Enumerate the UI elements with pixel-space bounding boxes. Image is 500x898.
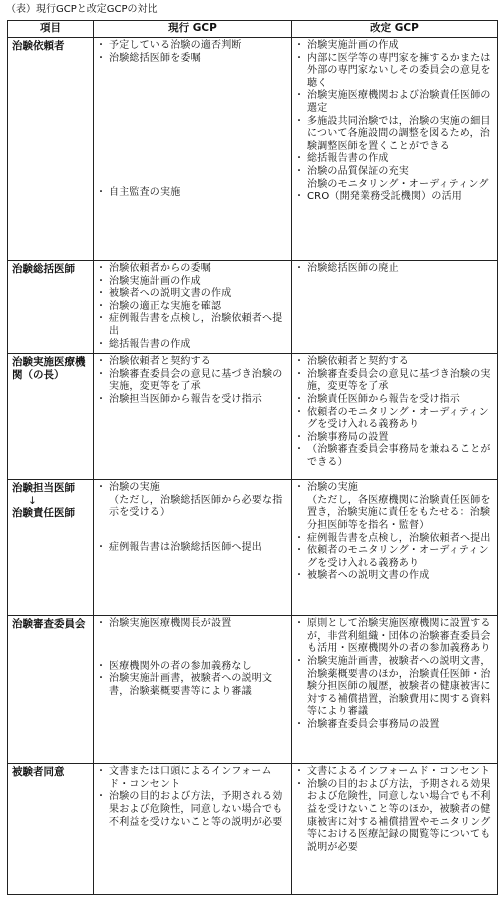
list-item: ・ 症例報告書を点検し，治験依頼者へ提出: [98, 313, 288, 338]
row-item-label: 被験者同意: [8, 764, 94, 895]
header-current-gcp: 現行 GCP: [94, 21, 292, 38]
bullet-list: [98, 661, 288, 699]
list-item: ・ 自主監査の実施: [98, 187, 288, 200]
row-item-label: 治験実施医療機関（の長）: [8, 354, 94, 480]
list-item: ・ 治験実施計画書，被験者への説明文書，治験薬概要書等により審議: [98, 673, 288, 698]
list-item: ・ 多施設共同治験では，治験の実施の細目について各施設間の調整を図るため，治験調整医師を置くことができる: [296, 116, 494, 154]
current-cell: [94, 764, 292, 895]
item-label-before: 治験担当医師: [12, 482, 75, 495]
revised-cell: [292, 480, 498, 616]
header-row: [8, 21, 498, 38]
list-item: ・ 依頼者のモニタリング・オーディティングを受け入れる義務あり: [296, 407, 494, 432]
list-item: ・ 治験実施計画の作成: [296, 40, 494, 53]
table-row: [8, 38, 498, 261]
revised-cell: [292, 261, 498, 354]
bullet-list: [296, 618, 494, 731]
bullet-list: [98, 766, 288, 829]
list-item: ・ 治験担当医師から報告を受け指示: [98, 394, 288, 407]
bullet-list: [296, 482, 494, 583]
list-item: ・ 治験の実施 （ただし，治験総括医師から必要な指示を受ける）: [98, 482, 288, 520]
list-item: ・ 治験審査委員会事務局の設置: [296, 719, 494, 732]
list-item: ・ 原則として治験実施医療機関に設置するが，非営利組織・団体の治験審査委員会も活用・医療機関外の者の参加義務あり: [296, 618, 494, 656]
list-item: ・ 治験依頼者からの委嘱: [98, 263, 288, 276]
list-item: ・ 治験総括医師を委嘱: [98, 53, 288, 66]
bullet-list: [98, 263, 288, 351]
list-item: ・ 予定している治験の適否判断: [98, 40, 288, 53]
bullet-list: [98, 356, 288, 406]
list-item: ・ 総括報告書の作成: [296, 153, 494, 166]
list-item: ・ 治験審査委員会の意見に基づき治験の実施，変更等を了承: [296, 369, 494, 394]
list-item: ・ 症例報告書は治験総括医師へ提出: [98, 542, 288, 555]
row-item-label: 治験依頼者: [8, 38, 94, 261]
list-item: ・ 総括報告書の作成: [98, 339, 288, 352]
list-item: ・ 依頼者のモニタリング・オーディティングを受け入れる義務あり: [296, 545, 494, 570]
item-label-after: 治験責任医師: [12, 506, 75, 519]
list-item: ・ 被験者への説明文書の作成: [296, 570, 494, 583]
list-item: ・ 治験責任医師から報告を受け指示: [296, 394, 494, 407]
bullet-list: [98, 40, 288, 65]
table-row: [8, 764, 498, 895]
current-cell: [94, 354, 292, 480]
revised-cell: [292, 616, 498, 764]
list-item: ・ 治験事務局の設置: [296, 432, 494, 445]
gcp-comparison-table: [7, 20, 498, 895]
bullet-list: [296, 766, 494, 854]
revised-cell: [292, 354, 498, 480]
table-row: [8, 480, 498, 616]
table-row: [8, 354, 498, 480]
current-cell: [94, 261, 292, 354]
row-item-label: 治験審査委員会: [8, 616, 94, 764]
bullet-list: [98, 618, 288, 631]
bullet-list: [296, 40, 494, 204]
list-item: ・ 治験実施計画書，被験者への説明文書，治験薬概要書のほか，治験責任医師・治験分担医師の履歴，被験者の健康被害に対する補償措置，治験費用に関する資料等により審議: [296, 656, 494, 719]
current-cell: [94, 480, 292, 616]
list-item: ・ 治験の品質保証の充実 治験のモニタリング・オーディティング: [296, 166, 494, 191]
bullet-list: [98, 187, 288, 200]
list-item: ・ 医療機関外の者の参加義務なし: [98, 661, 288, 674]
table-row: [8, 616, 498, 764]
list-item: ・ CRO（開発業務受託機関）の活用: [296, 191, 494, 204]
row-item-label: 治験総括医師: [8, 261, 94, 354]
list-item: ・ 文書または口頭によるインフォームド・コンセント: [98, 766, 288, 791]
bullet-list: [98, 482, 288, 520]
list-item: ・ 治験依頼者と契約する: [98, 356, 288, 369]
revised-cell: [292, 764, 498, 895]
list-item: ・ 症例報告書を点検し，治験依頼者へ提出: [296, 533, 494, 546]
list-item: ・ 内部に医学等の専門家を擁するかまたは外部の専門家ないしその委員会の意見を聴く: [296, 53, 494, 91]
list-item: ・ 治験の実施 （ただし，各医療機関に治験責任医師を置き，治験実施に責任をもたせる：治験分担医師等を指名・監督）: [296, 482, 494, 532]
list-item: ・ 治験の目的および方法，予期される効果および危険性，同意しない場合でも不利益を受けないこと等の説明が必要: [98, 791, 288, 829]
list-item: ・ 治験依頼者と契約する: [296, 356, 494, 369]
table-row: [8, 261, 498, 354]
header-revised-gcp: 改定 GCP: [292, 21, 498, 38]
list-item: ・ 治験の適正な実施を確認: [98, 301, 288, 314]
list-item: ・ 治験実施計画の作成: [98, 276, 288, 289]
revised-cell: [292, 38, 498, 261]
list-item: ・ 治験実施医療機関長が設置: [98, 618, 288, 631]
bullet-list: [296, 263, 494, 276]
list-item: ・ （治験審査委員会事務局を兼ねることができる）: [296, 444, 494, 469]
list-item: ・ 文書によるインフォームド・コンセント: [296, 766, 494, 779]
table-caption: （表）現行GCPと改定GCPの対比: [6, 4, 158, 15]
list-item: ・ 被験者への説明文書の作成: [98, 288, 288, 301]
row-item-label: [8, 480, 94, 616]
current-cell: [94, 616, 292, 764]
list-item: ・ 治験の目的および方法，予期される効果および危険性，同意しない場合でも不利益を受けないこと等のほか，被験者の健康被害に対する補償措置やモニタリング等における医療記録の閲覧等についても説明が必要: [296, 779, 494, 855]
list-item: ・ 治験実施医療機関および治験責任医師の選定: [296, 90, 494, 115]
current-cell: [94, 38, 292, 261]
list-item: ・ 治験審査委員会の意見に基づき治験の実施，変更等を了承: [98, 369, 288, 394]
bullet-list: [296, 356, 494, 469]
bullet-list: [98, 542, 288, 555]
down-arrow-icon: ↓: [28, 494, 37, 507]
header-item: 項目: [8, 21, 94, 38]
list-item: ・ 治験総括医師の廃止: [296, 263, 494, 276]
